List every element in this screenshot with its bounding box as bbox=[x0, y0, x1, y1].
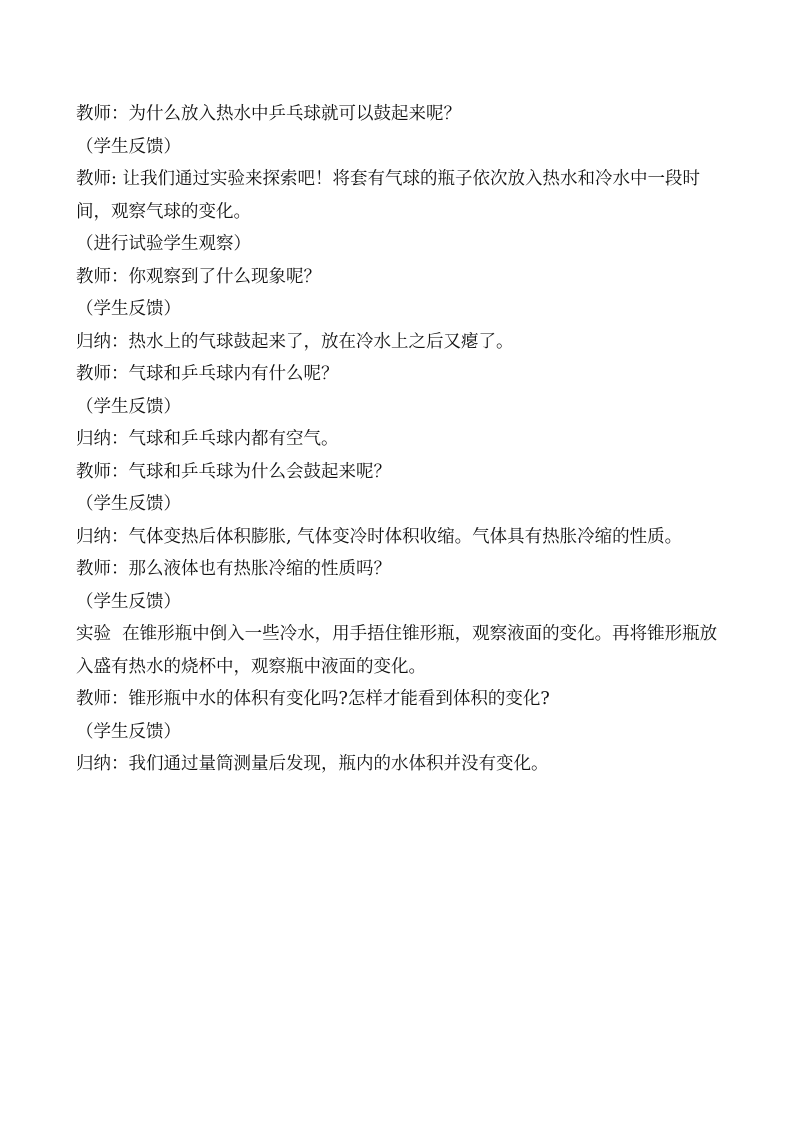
teacher-question-paragraph: 教师：为什么放入热水中乒乓球就可以鼓起来呢？ bbox=[76, 104, 461, 124]
teacher-question-paragraph: 教师：气球和乒乓球内有什么呢？ bbox=[76, 364, 339, 384]
student-feedback-note: （学生反馈） bbox=[76, 396, 181, 417]
summary-paragraph: 归纳：气球和乒乓球内都有空气。 bbox=[76, 429, 339, 449]
teacher-question-paragraph: 教师：那么液体也有热胀冷缩的性质吗？ bbox=[76, 559, 391, 579]
teacher-instruction-paragraph: 教师: 让我们通过实验来探索吧！将套有气球的瓶子依次放入热水和冷水中一段时间，观察气球的变化。 bbox=[76, 169, 700, 222]
student-feedback-note: （学生反馈） bbox=[76, 136, 181, 157]
student-feedback-note: （学生反馈） bbox=[76, 721, 181, 742]
student-feedback-note: （学生反馈） bbox=[76, 494, 181, 514]
document-body bbox=[76, 98, 726, 781]
summary-paragraph: 归纳：热水上的气球鼓起来了，放在冷水上之后又瘪了。 bbox=[76, 331, 514, 352]
experiment-note: （进行试验学生观察） bbox=[76, 234, 251, 254]
summary-paragraph: 归纳：气体变热后体积膨胀, 气体变冷时体积收缩。气体具有热胀冷缩的性质。 bbox=[76, 526, 683, 547]
student-feedback-note: （学生反馈） bbox=[76, 299, 181, 319]
teacher-question-paragraph: 教师：气球和乒乓球为什么会鼓起来呢？ bbox=[76, 461, 391, 482]
summary-paragraph: 归纳：我们通过量筒测量后发现，瓶内的水体积并没有变化。 bbox=[76, 754, 549, 774]
teacher-question-paragraph: 教师：锥形瓶中水的体积有变化吗?怎样才能看到体积的变化? bbox=[76, 689, 550, 709]
teacher-question-paragraph: 教师：你观察到了什么现象呢？ bbox=[76, 266, 321, 287]
student-feedback-note: （学生反馈） bbox=[76, 591, 181, 612]
experiment-paragraph: 实验 在锥形瓶中倒入一些冷水，用手捂住锥形瓶，观察液面的变化。再将锥形瓶放入盛有热水的烧杯中，观察瓶中液面的变化。 bbox=[76, 624, 718, 677]
